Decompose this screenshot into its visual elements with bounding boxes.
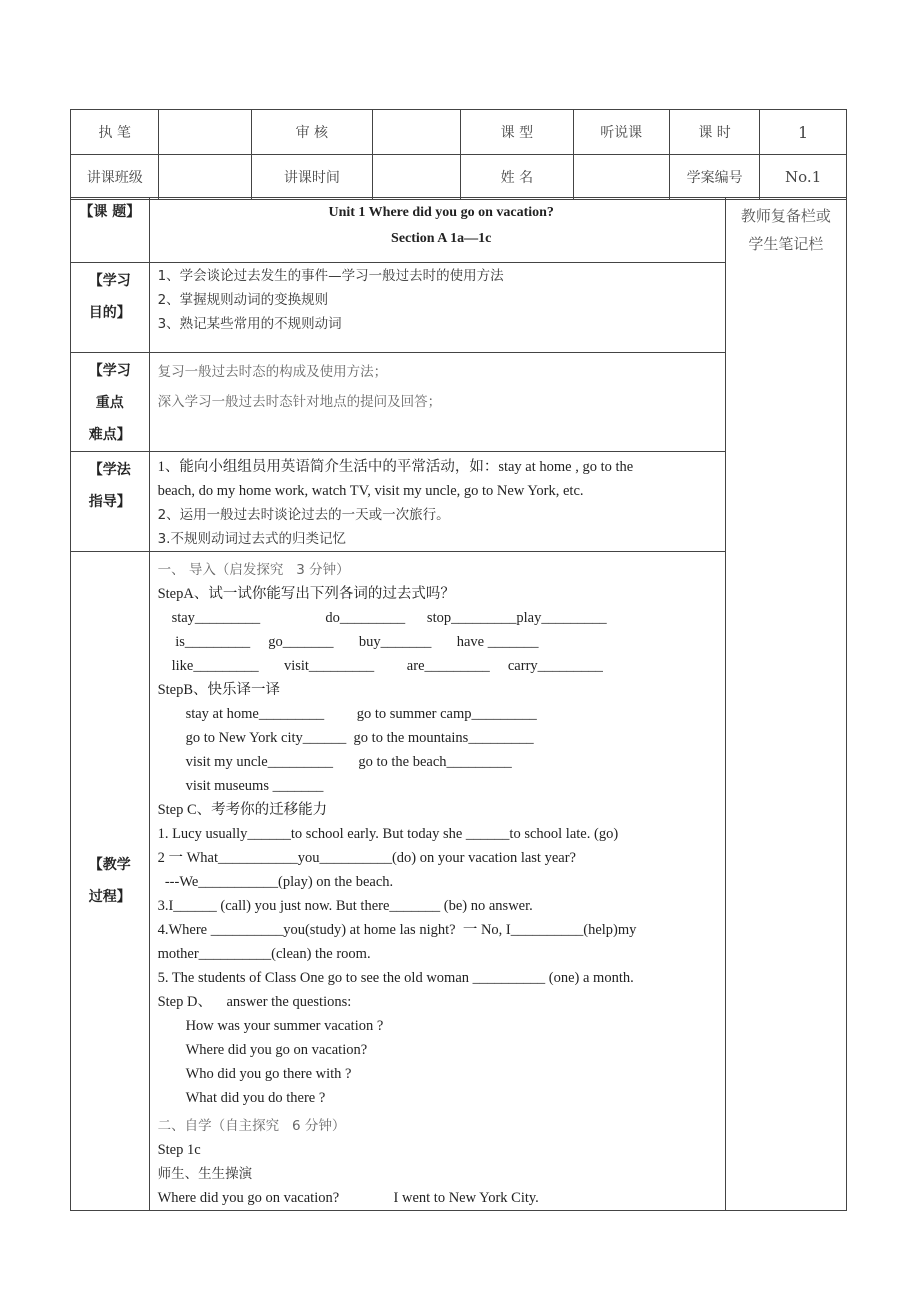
objective-item: 3、熟记某些常用的不规则动词 — [157, 316, 342, 332]
key-points-label-line1: 【学习 — [88, 363, 131, 379]
lesson-plan-table — [70, 197, 847, 1211]
step-d-question: How was your summer vacation ? — [185, 1018, 384, 1034]
methods-label-line1: 【学法 — [88, 462, 131, 478]
step-d-question: Where did you go on vacation? — [185, 1042, 368, 1058]
method-item: 3.不规则动词过去式的归类记忆 — [157, 531, 346, 547]
topic-label-text: 【课 题】 — [79, 204, 141, 220]
step-1c-dialogue: Where did you go on vacation? I went to New York City. — [157, 1190, 539, 1206]
unit-title: Unit 1 Where did you go on vacation? — [328, 205, 554, 220]
objectives-content — [149, 263, 725, 353]
step-c-title: Step C、考考你的迁移能力 — [157, 802, 328, 818]
step-c-line: ---We___________(play) on the beach. — [157, 874, 394, 890]
step-b-line: go to New York city______ go to the mountains_________ — [185, 730, 534, 746]
methods-label-line2: 指导】 — [88, 494, 131, 510]
topic-label — [71, 198, 150, 263]
step-b-title: StepB、快乐译一译 — [157, 682, 281, 698]
topic-title — [149, 198, 725, 263]
plan-number-value: No.1 — [760, 155, 847, 200]
name-label: 姓 名 — [461, 155, 573, 200]
step-a-line: like_________ visit_________ are_________ carry_________ — [171, 658, 603, 674]
notes-column — [725, 198, 846, 1211]
step-c-line: mother__________(clean) the room. — [157, 946, 371, 962]
process-label — [71, 552, 150, 1211]
step-d-question: What did you do there ? — [185, 1090, 326, 1106]
process-label-line1: 【教学 — [88, 857, 131, 873]
key-point-item: 深入学习一般过去时态针对地点的提问及回答； — [157, 394, 442, 410]
step-1c-title: Step 1c — [157, 1142, 201, 1158]
key-points-label — [71, 353, 150, 452]
lesson-type-value: 听说课 — [573, 110, 669, 155]
step-a-title: StepA、试一试你能写出下列各词的过去式吗？ — [157, 586, 455, 602]
author-label: 执 笔 — [71, 110, 159, 155]
objectives-label-line1: 【学习 — [88, 273, 131, 289]
step-d-title: Step D、 answer the questions: — [157, 994, 352, 1010]
process-label-line2: 过程】 — [88, 889, 131, 905]
step-b-line: visit museums _______ — [185, 778, 324, 794]
period-label: 课 时 — [669, 110, 759, 155]
reviewer-value — [372, 110, 460, 155]
notes-heading-line1: 教师复备栏或 — [740, 207, 831, 225]
class-label: 讲课班级 — [71, 155, 159, 200]
step-b-line: stay at home_________ go to summer camp_________ — [185, 706, 537, 722]
key-points-label-line2: 重点 — [95, 395, 124, 411]
lesson-type-label: 课 型 — [461, 110, 573, 155]
step-c-line: 1. Lucy usually______to school early. But today she ______to school late. (go) — [157, 826, 619, 842]
objective-item: 2、掌握规则动词的变换规则 — [157, 292, 329, 308]
step-b-line: visit my uncle_________ go to the beach_________ — [185, 754, 512, 770]
key-point-item: 复习一般过去时态的构成及使用方法； — [157, 364, 388, 380]
section-2-heading: 二、自学（自主探究 6 分钟） — [157, 1118, 346, 1134]
author-value — [159, 110, 251, 155]
lecture-time-value — [372, 155, 460, 200]
key-points-label-line3: 难点】 — [88, 427, 131, 443]
step-a-line: stay_________ do_________ stop_________play_________ — [171, 610, 607, 626]
step-c-line: 5. The students of Class One go to see the old woman __________ (one) a month. — [157, 970, 634, 986]
name-value — [573, 155, 669, 200]
plan-number-label: 学案编号 — [669, 155, 759, 200]
step-a-line: is_________ go_______ buy_______ have _______ — [171, 634, 539, 650]
method-item: 1、能向小组组员用英语简介生活中的平常活动，如：stay at home , go to the — [157, 459, 634, 475]
method-item: beach, do my home work, watch TV, visit my uncle, go to New York, etc. — [157, 483, 584, 499]
methods-content — [149, 452, 725, 552]
methods-label — [71, 452, 150, 552]
step-c-line: 4.Where __________you(study) at home las night? 一 No, I__________(help)my — [157, 922, 637, 938]
step-c-line: 2 一 What___________you__________(do) on your vacation last year? — [157, 850, 576, 866]
section-title: Section A 1a—1c — [391, 231, 492, 246]
step-1c-subtitle: 师生、生生操演 — [157, 1166, 253, 1182]
topic-row — [71, 198, 847, 263]
method-item: 2、运用一般过去时谈论过去的一天或一次旅行。 — [157, 507, 450, 523]
header-row-2 — [71, 155, 847, 200]
key-points-content — [149, 353, 725, 452]
reviewer-label: 审 核 — [251, 110, 372, 155]
period-value: 1 — [760, 110, 847, 155]
objectives-label — [71, 263, 150, 353]
header-row-1 — [71, 110, 847, 155]
header-info-table — [70, 109, 847, 200]
section-1-heading: 一、 导入（启发探究 3 分钟） — [157, 562, 350, 578]
step-d-question: Who did you go there with ? — [185, 1066, 352, 1082]
objective-item: 1、学会谈论过去发生的事件—学习一般过去时的使用方法 — [157, 268, 504, 284]
process-content — [149, 552, 725, 1211]
objectives-label-line2: 目的】 — [88, 305, 131, 321]
lecture-time-label: 讲课时间 — [251, 155, 372, 200]
step-c-line: 3.I______ (call) you just now. But there_______ (be) no answer. — [157, 898, 533, 914]
notes-heading-line2: 学生笔记栏 — [748, 235, 824, 253]
class-value — [159, 155, 251, 200]
